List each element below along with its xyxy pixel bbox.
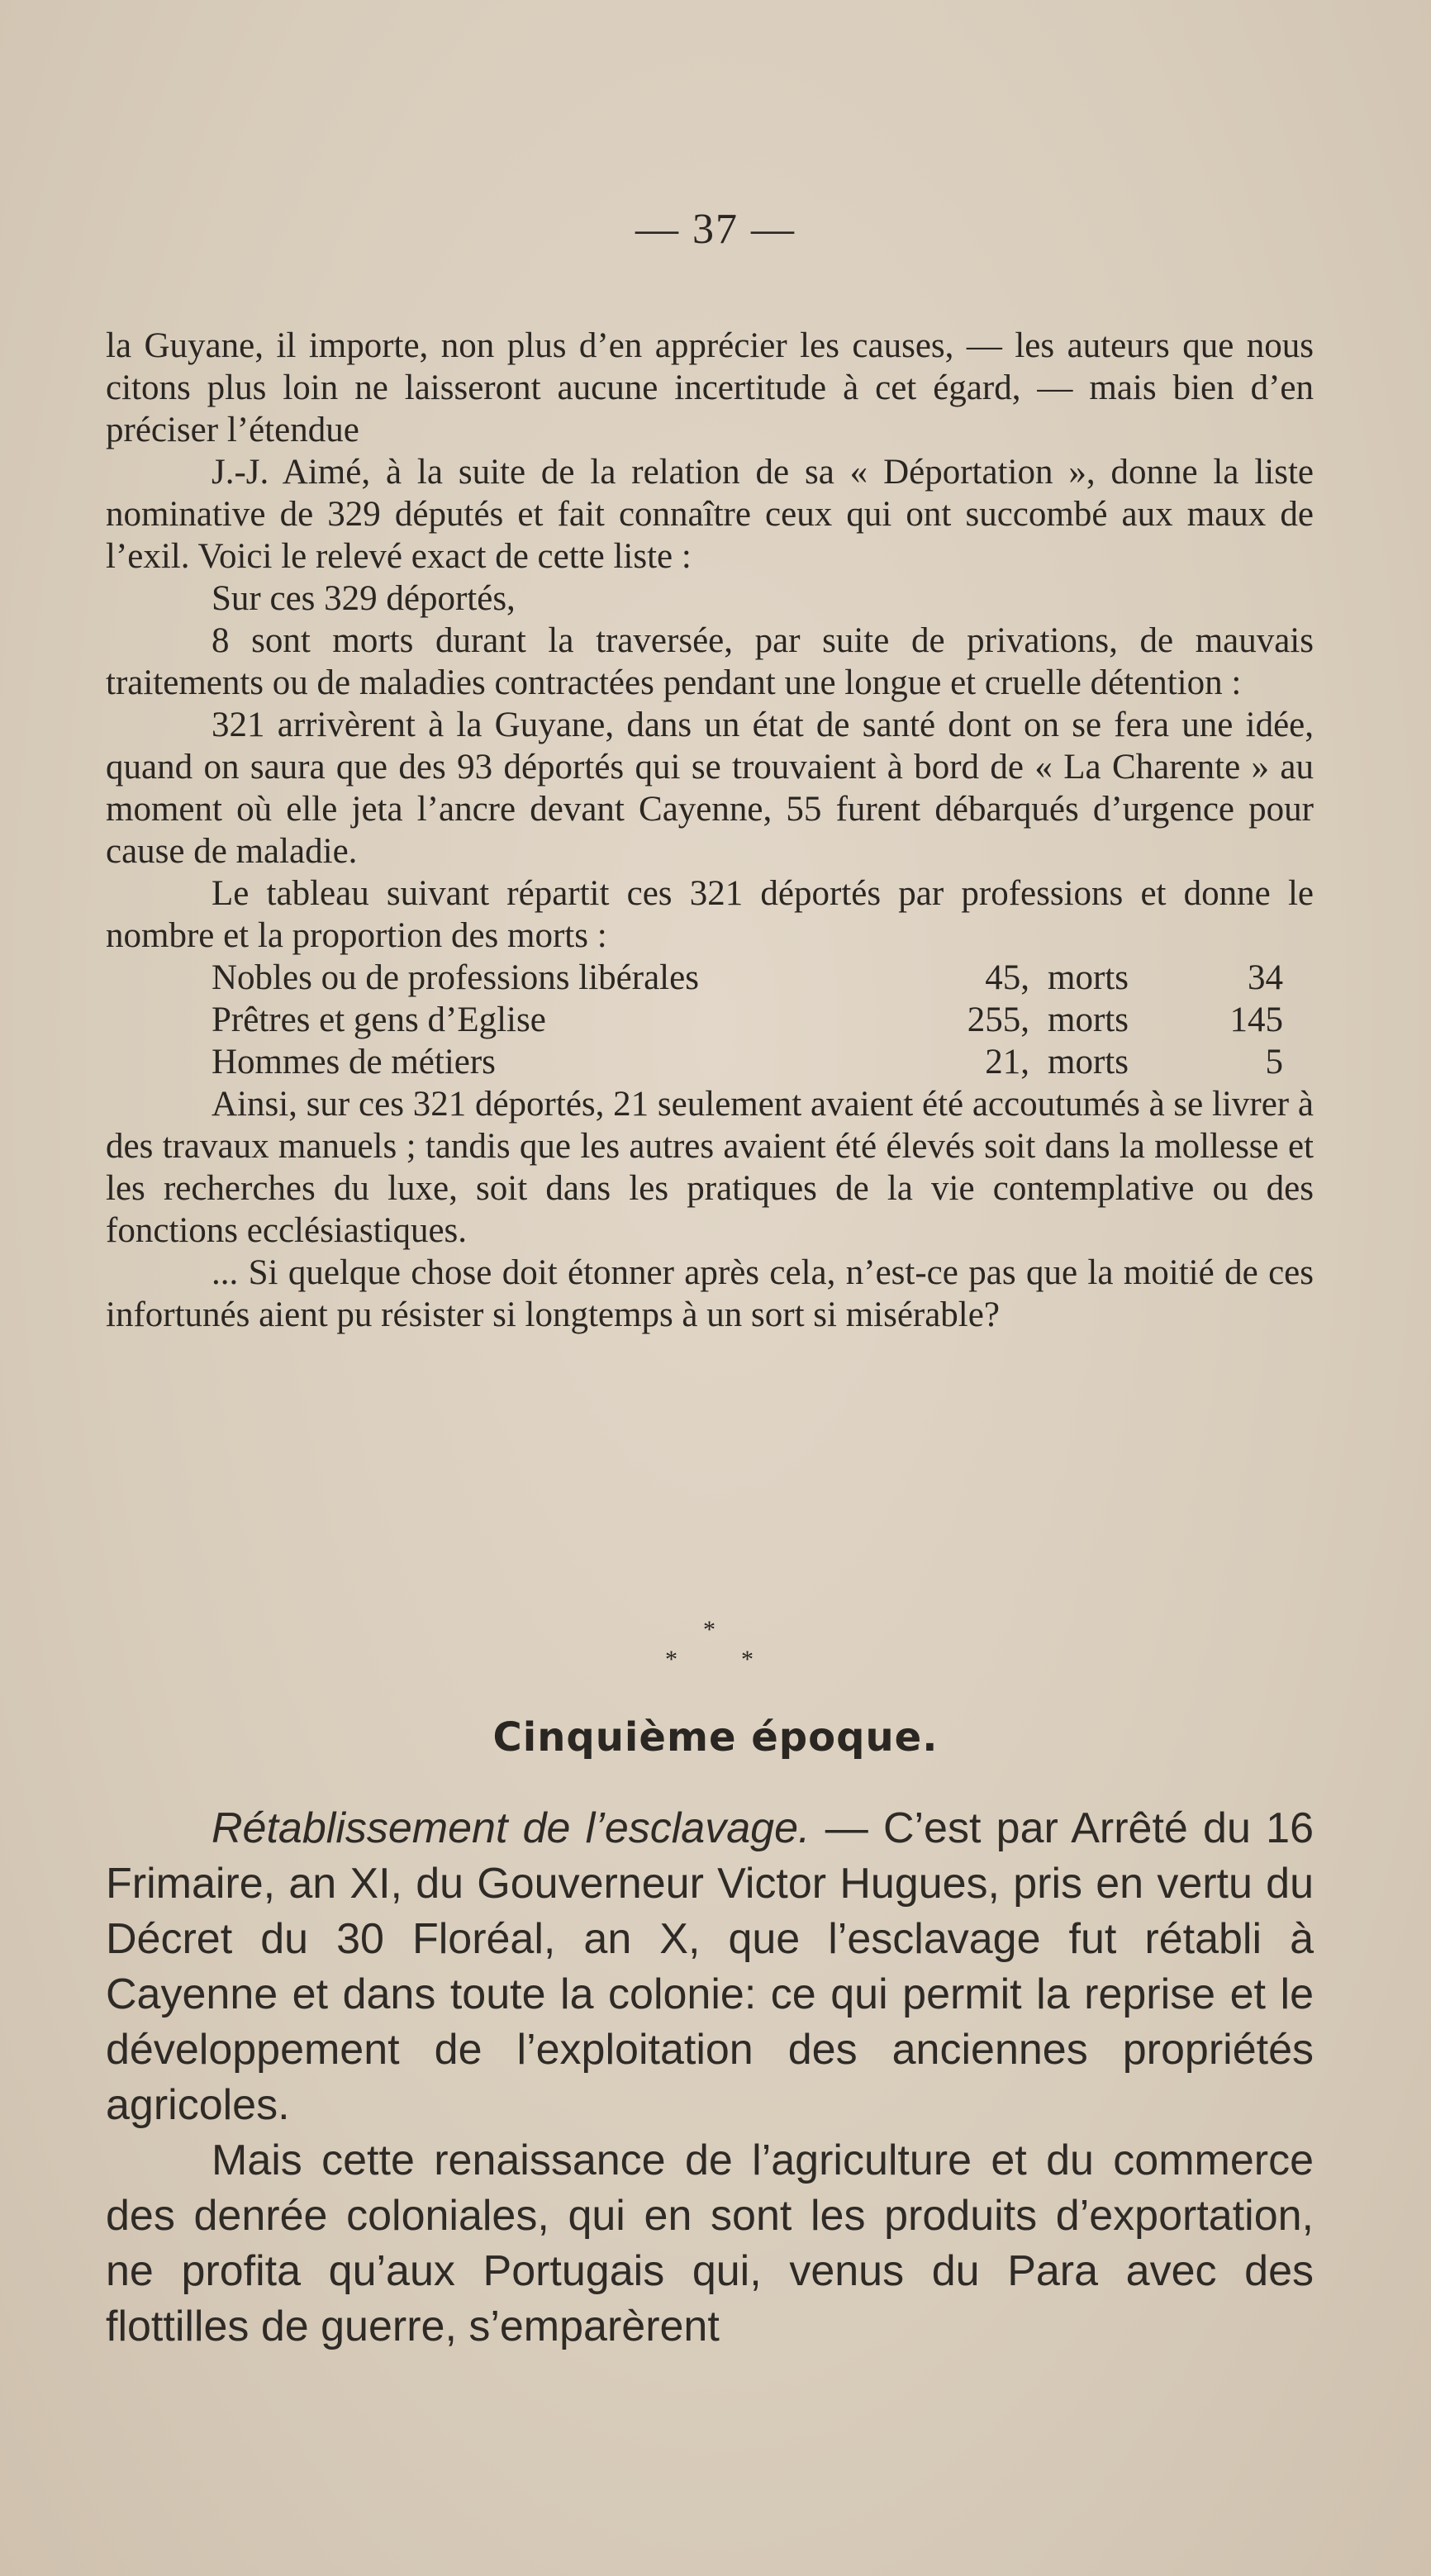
section-paragraph-2: Mais cette renaissance de l’agriculture et du commerce des denrée coloniales, qui en sont les produits d’exportation, ne profita qu’aux Portugais qui, venus du Para avec des flottilles de guerre, s’emparèrent	[106, 2136, 1314, 2350]
table-word: morts	[1048, 1000, 1129, 1039]
section-paragraph-1-text: — C’est par Arrêté du 16 Frimaire, an XI, du Gouverneur Victor Hugues, pris en vertu du Décret du 30 Floréal, an X, que l’esclavage fut rétabli à Cayenne et dans toute la colonie: ce qui permit la reprise et le développement de l’exploitation des anciennes propriétés agricoles.	[106, 1804, 1314, 2129]
table-label: Hommes de métiers	[212, 1043, 496, 1081]
paragraph-3: Sur ces 329 déportés,	[212, 579, 516, 618]
section-paragraph-1	[106, 1801, 1314, 2133]
table-row	[212, 1041, 1314, 1083]
table-deaths: 5	[1265, 1043, 1283, 1081]
table-row	[212, 957, 1314, 999]
asterism-ornament	[0, 1618, 1431, 1675]
section-heading-italic: Rétablissement de l’esclavage.	[212, 1804, 811, 1852]
section-title: Cinquième époque.	[492, 1714, 939, 1761]
table-count: 21,	[985, 1043, 1029, 1081]
table-count: 45,	[985, 958, 1029, 997]
paragraph-6: Le tableau suivant répartit ces 321 déportés par professions et donne le nombre et la proportion des morts :	[106, 874, 1314, 955]
star-left-icon: *	[665, 1646, 677, 1673]
table-label: Prêtres et gens d’Eglise	[212, 1000, 546, 1039]
table-row	[212, 999, 1314, 1041]
table-label: Nobles ou de professions libérales	[212, 958, 699, 997]
paragraph-1: la Guyane, il importe, non plus d’en apprécier les causes, — les auteurs que nous citons plus loin ne laisseront aucune incertitude à cet égard, — mais bien d’en préciser l’étendue	[106, 326, 1314, 449]
table-word: morts	[1048, 958, 1129, 997]
professions-table	[212, 957, 1314, 1083]
star-right-icon: *	[741, 1646, 754, 1673]
table-deaths: 34	[1248, 958, 1283, 997]
paragraph-7: Ainsi, sur ces 321 déportés, 21 seulement avaient été accoutumés à se livrer à des travaux manuels ; tandis que les autres avaient été élevés soit dans la mollesse et les recherches du luxe, soit dans les pratiques de la vie contemplative ou des fonctions ecclésiastiques.	[106, 1085, 1314, 1250]
paragraph-2: J.-J. Aimé, à la suite de la relation de sa « Déportation », donne la liste nominative de 329 députés et fait connaître ceux qui ont succombé aux maux de l’exil. Voici le relevé exact de cette liste :	[106, 453, 1314, 576]
table-count: 255,	[967, 1000, 1029, 1039]
table-deaths: 145	[1229, 1000, 1283, 1039]
main-text-block	[106, 325, 1314, 1336]
paragraph-4: 8 sont morts durant la traversée, par suite de privations, de mauvais traitements ou de maladies contractées pendant une longue et cruelle détention :	[106, 621, 1314, 702]
paragraph-5: 321 arrivèrent à la Guyane, dans un état de santé dont on se fera une idée, quand on saura que des 93 déportés qui se trouvaient à bord de « La Charente » au moment où elle jeta l’ancre devant Cayenne, 55 furent débarqués d’urgence pour cause de maladie.	[106, 706, 1314, 871]
paragraph-8: ... Si quelque chose doit étonner après cela, n’est-ce pas que la moitié de ces infortunés aient pu résister si longtemps à un sort si misérable?	[106, 1253, 1314, 1334]
table-word: morts	[1048, 1043, 1129, 1081]
section-text-block	[106, 1801, 1314, 2355]
page-number: — 37 —	[635, 206, 796, 253]
star-top-icon: *	[703, 1616, 716, 1643]
